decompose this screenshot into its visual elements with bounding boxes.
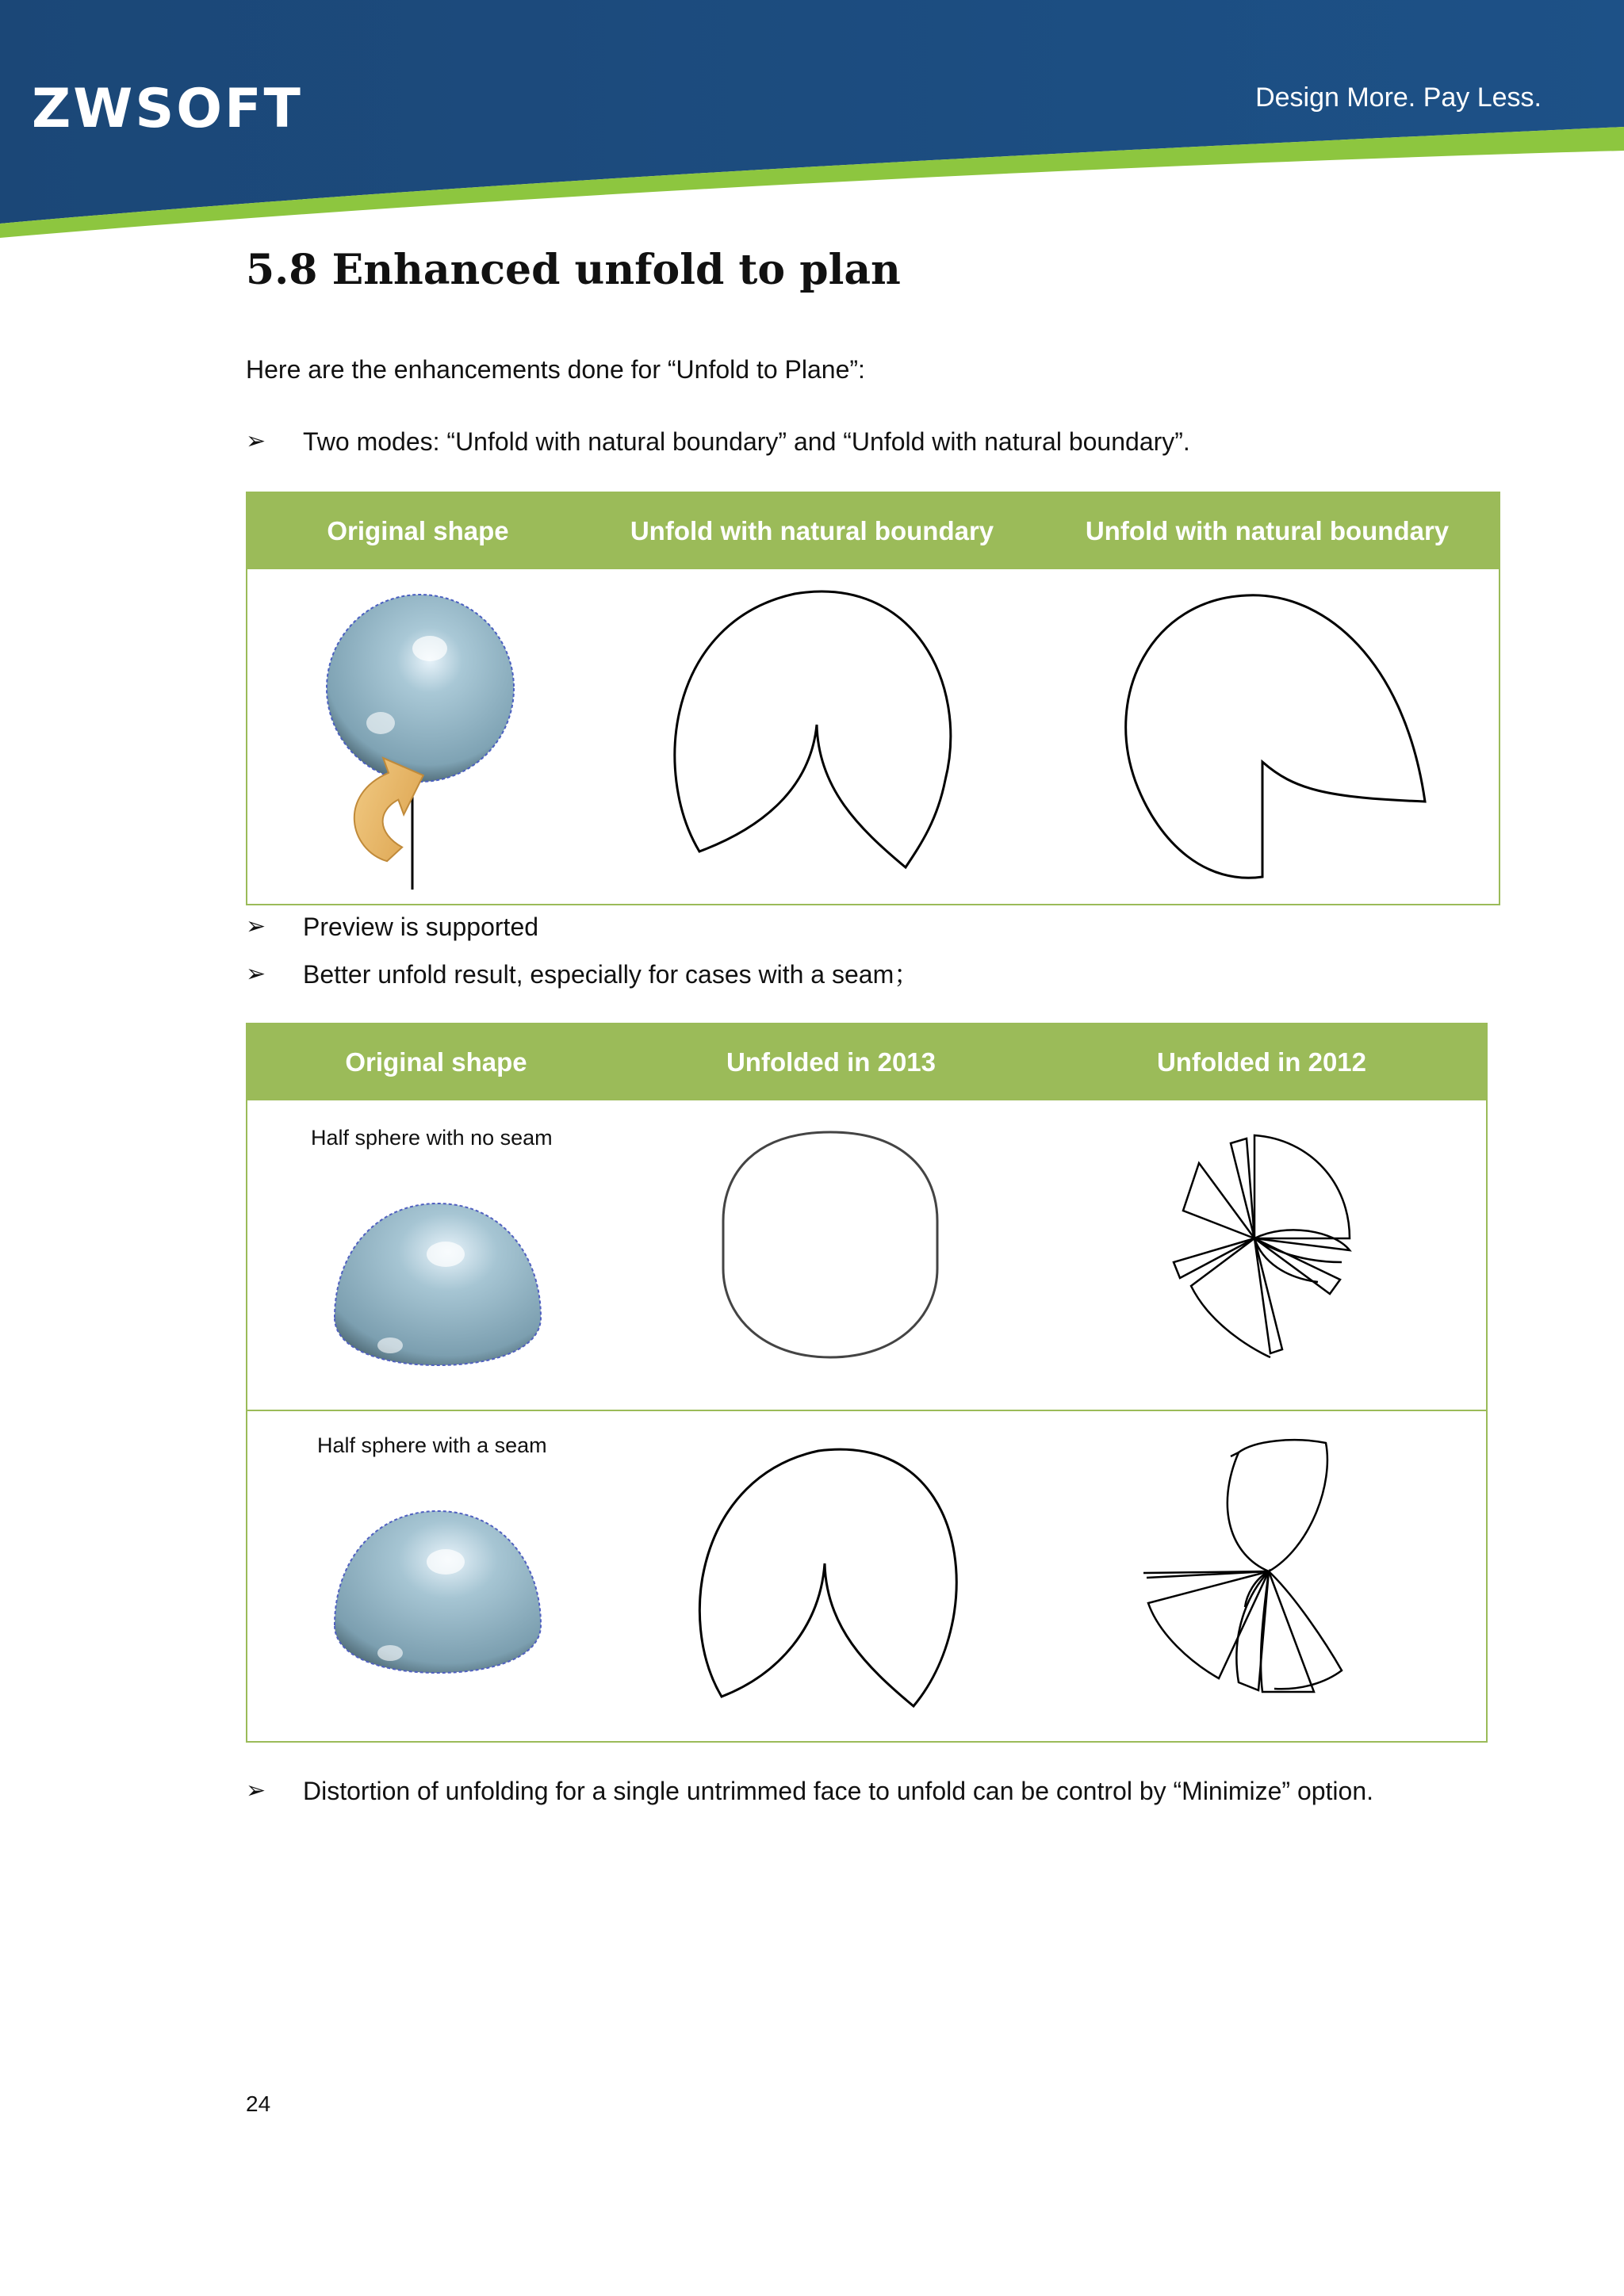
bullet-text: Preview is supported bbox=[303, 913, 539, 941]
header-unfolded-2012: Unfolded in 2012 bbox=[1156, 1047, 1367, 1077]
table-header-row bbox=[247, 1024, 1486, 1100]
bullet-modes bbox=[246, 415, 1380, 468]
bullet-text: Better unfold result, especially for cases with a seam； bbox=[303, 960, 920, 989]
bullet-arrow-icon: ➢ bbox=[246, 960, 266, 988]
half-sphere-with-seam-image bbox=[327, 1506, 549, 1681]
sphere-original-image bbox=[319, 588, 525, 897]
comparison-table bbox=[246, 1023, 1488, 1743]
row-divider bbox=[247, 1410, 1486, 1411]
row-label-no-seam: Half sphere with no seam bbox=[311, 1126, 553, 1150]
modes-table bbox=[246, 492, 1500, 905]
rectangular-cut-unfold-image bbox=[1112, 591, 1445, 885]
unfolded-2013-no-seam-image bbox=[715, 1126, 945, 1364]
bullet-text: Two modes: “Unfold with natural boundary” and “Unfold with natural boundary”. bbox=[303, 427, 1190, 456]
bullet-arrow-icon: ➢ bbox=[246, 1777, 266, 1804]
bullet-distortion bbox=[246, 1765, 1380, 1817]
header-original-shape: Original shape bbox=[345, 1047, 527, 1077]
unfolded-2013-with-seam-image bbox=[691, 1445, 977, 1722]
intro-text: Here are the enhancements done for “Unfold to Plane”: bbox=[246, 355, 865, 384]
unfolded-2012-no-seam-image bbox=[1151, 1127, 1389, 1373]
bullet-preview bbox=[246, 901, 1380, 953]
header-unfolded-2013: Unfolded in 2013 bbox=[726, 1047, 936, 1077]
bullet-arrow-icon: ➢ bbox=[246, 427, 266, 455]
page-number: 24 bbox=[246, 2091, 271, 2116]
header-unfold-natural-1: Unfold with natural boundary bbox=[630, 516, 994, 545]
bullet-arrow-icon: ➢ bbox=[246, 913, 266, 940]
natural-boundary-unfold-image bbox=[668, 590, 969, 883]
header-original-shape: Original shape bbox=[327, 516, 509, 545]
logo: ZWSOFT bbox=[32, 78, 303, 140]
header-unfold-natural-2: Unfold with natural boundary bbox=[1085, 516, 1450, 545]
table-header-row bbox=[247, 493, 1499, 569]
bullet-better-result bbox=[246, 948, 1380, 1001]
row-label-with-seam: Half sphere with a seam bbox=[317, 1433, 547, 1457]
tagline: Design More. Pay Less. bbox=[1255, 82, 1542, 113]
bullet-text: Distortion of unfolding for a single untrimmed face to unfold can be control by “Minimize” option. bbox=[303, 1777, 1374, 1805]
unfolded-2012-with-seam-image bbox=[1136, 1437, 1389, 1730]
half-sphere-no-seam-image bbox=[327, 1199, 549, 1373]
section-title: 5.8 Enhanced unfold to plan bbox=[246, 246, 901, 294]
